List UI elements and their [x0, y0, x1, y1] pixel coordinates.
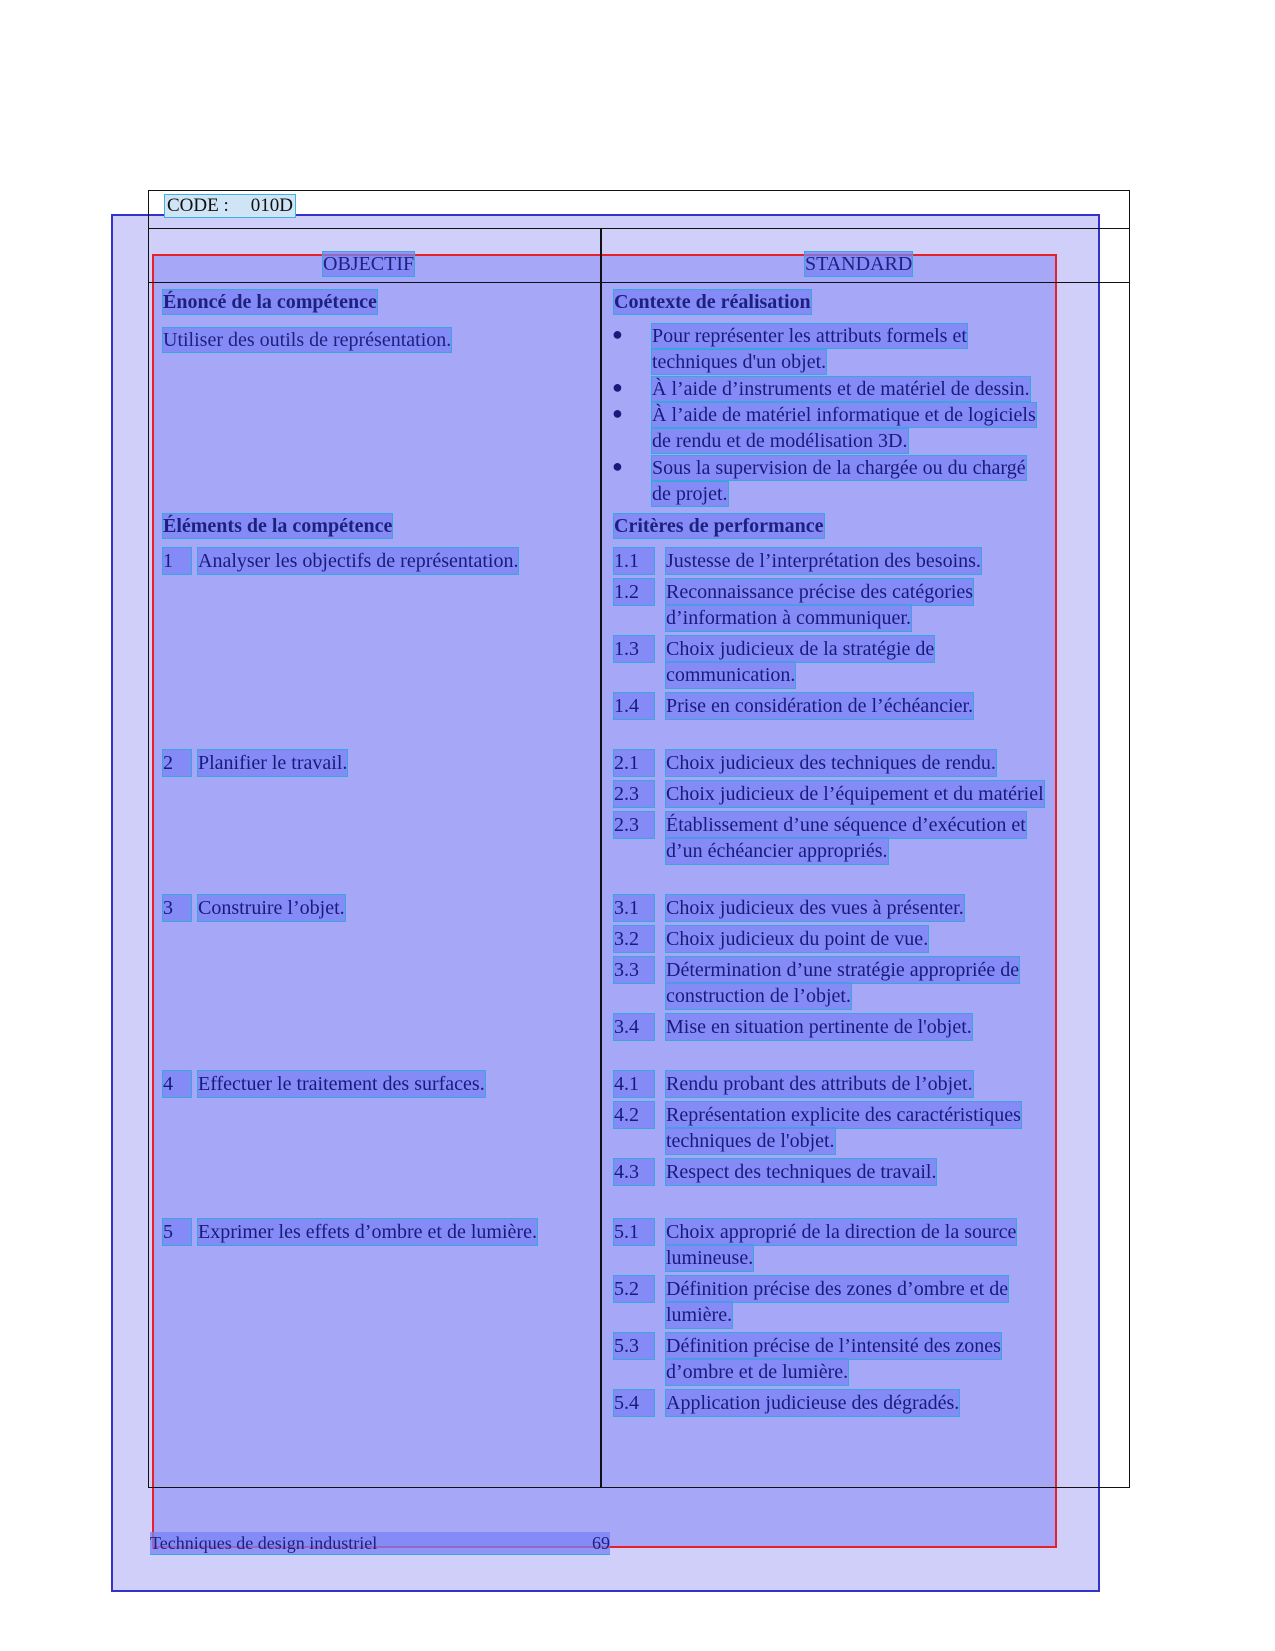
element-number: 3	[163, 895, 191, 921]
element-number: 1	[163, 548, 191, 574]
column-header-objectif: OBJECTIF	[323, 253, 415, 275]
criterion-text: lumineuse.	[666, 1247, 754, 1269]
criterion-text: Choix judicieux de l’équipement et du matériel	[666, 783, 1044, 805]
criterion-number: 5.4	[614, 1390, 654, 1416]
column-header-standard: STANDARD	[805, 253, 913, 275]
criterion-number: 1.3	[614, 636, 654, 662]
criterion-text: Reconnaissance précise des catégories	[666, 581, 974, 603]
criterion-text: Application judicieuse des dégradés.	[666, 1392, 960, 1414]
criterion-number: 5.1	[614, 1219, 654, 1245]
contexte-heading: Contexte de réalisation	[614, 291, 811, 313]
criterion-text: d’un échéancier appropriés.	[666, 840, 888, 862]
code-label	[165, 195, 295, 217]
contexte-bullet-line: Pour représenter les attributs formels et	[652, 325, 967, 347]
footer-program: Techniques de design industriel	[150, 1533, 378, 1553]
criterion-text: Établissement d’une séquence d’exécution et	[666, 814, 1026, 836]
criterion-text: Respect des techniques de travail.	[666, 1161, 937, 1183]
criterion-text: lumière.	[666, 1304, 733, 1326]
criterion-number: 1.4	[614, 693, 654, 719]
criterion-text: Détermination d’une stratégie appropriée de	[666, 959, 1020, 981]
criterion-number: 3.4	[614, 1014, 654, 1040]
criterion-text: d’information à communiquer.	[666, 607, 911, 629]
contexte-bullet-line: techniques d'un objet.	[652, 351, 827, 373]
bullet-icon: ●	[612, 456, 623, 476]
criterion-text: Représentation explicite des caractéristiques	[666, 1104, 1021, 1126]
criterion-text: Choix judicieux du point de vue.	[666, 928, 929, 950]
criterion-number: 4.2	[614, 1102, 654, 1128]
criterion-text: Choix approprié de la direction de la source	[666, 1221, 1017, 1243]
table-rule-top	[148, 228, 1130, 229]
criterion-text: Choix judicieux de la stratégie de	[666, 638, 935, 660]
elements-heading: Éléments de la compétence	[163, 515, 393, 537]
page-footer	[150, 1532, 610, 1555]
criterion-text: Choix judicieux des vues à présenter.	[666, 897, 964, 919]
criterion-number: 2.1	[614, 750, 654, 776]
criterion-number: 3.2	[614, 926, 654, 952]
criterion-text: Mise en situation pertinente de l'objet.	[666, 1016, 972, 1038]
table-rule-header	[148, 282, 1130, 283]
criterion-number: 2.3	[614, 812, 654, 838]
element-text: Effectuer le traitement des surfaces.	[198, 1073, 485, 1095]
page-number: 69	[592, 1533, 610, 1553]
criterion-text: Définition précise des zones d’ombre et de	[666, 1278, 1009, 1300]
criterion-text: Rendu probant des attributs de l’objet.	[666, 1073, 973, 1095]
element-number: 2	[163, 750, 191, 776]
element-number: 5	[163, 1219, 191, 1245]
code-label-text: CODE :	[167, 195, 229, 216]
element-text: Planifier le travail.	[198, 752, 348, 774]
element-text: Analyser les objectifs de représentation.	[198, 550, 519, 572]
criterion-text: Choix judicieux des techniques de rendu.	[666, 752, 996, 774]
enonce-heading: Énoncé de la compétence	[163, 291, 377, 313]
criterion-number: 4.3	[614, 1159, 654, 1185]
criterion-number: 1.2	[614, 579, 654, 605]
contexte-bullet-line: de rendu et de modélisation 3D.	[652, 430, 908, 452]
criterion-text: Définition précise de l’intensité des zones	[666, 1335, 1001, 1357]
criterion-text: communication.	[666, 664, 796, 686]
criterion-number: 4.1	[614, 1071, 654, 1097]
criterion-number: 3.3	[614, 957, 654, 983]
criterion-number: 5.3	[614, 1333, 654, 1359]
criterion-number: 3.1	[614, 895, 654, 921]
bullet-icon: ●	[612, 324, 623, 344]
criterion-number: 5.2	[614, 1276, 654, 1302]
bullet-icon: ●	[612, 377, 623, 397]
criterion-number: 2.3	[614, 781, 654, 807]
criterion-text: techniques de l'objet.	[666, 1130, 835, 1152]
enonce-text: Utiliser des outils de représentation.	[163, 329, 452, 351]
criterion-number: 1.1	[614, 548, 654, 574]
element-number: 4	[163, 1071, 191, 1097]
contexte-bullet-line: À l’aide de matériel informatique et de logiciels	[652, 404, 1036, 426]
criterion-text: d’ombre et de lumière.	[666, 1361, 849, 1383]
element-text: Exprimer les effets d’ombre et de lumière.	[198, 1221, 537, 1243]
criterion-text: Justesse de l’interprétation des besoins.	[666, 550, 981, 572]
criterion-text: construction de l’objet.	[666, 985, 851, 1007]
contexte-bullet-line: À l’aide d’instruments et de matériel de dessin.	[652, 378, 1030, 400]
bullet-icon: ●	[612, 403, 623, 423]
criterion-text: Prise en considération de l’échéancier.	[666, 695, 974, 717]
contexte-bullet-line: Sous la supervision de la chargée ou du chargé	[652, 457, 1026, 479]
contexte-bullet-line: de projet.	[652, 483, 728, 505]
element-text: Construire l’objet.	[198, 897, 345, 919]
code-value: 010D	[250, 195, 293, 216]
criteres-heading: Critères de performance	[614, 515, 824, 537]
table-column-divider	[600, 228, 602, 1488]
